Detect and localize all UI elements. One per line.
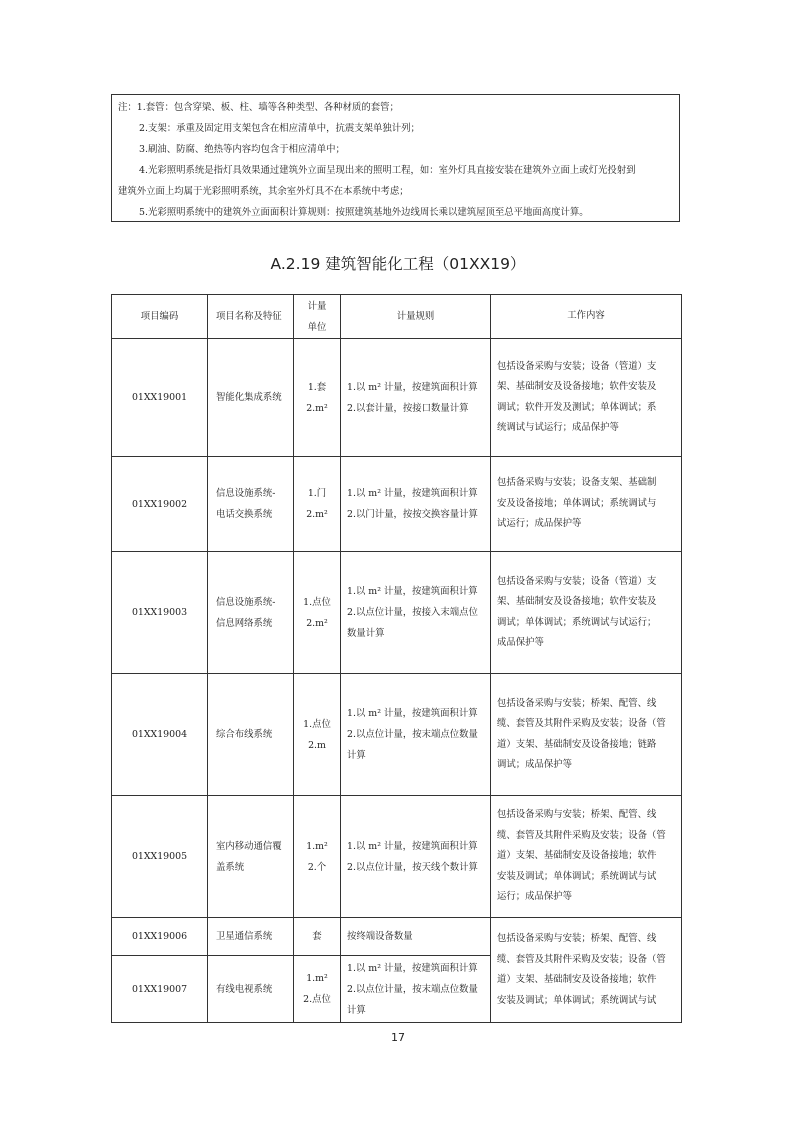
row-rule-line: 数量计算 [347,628,385,639]
row-rule-line: 2.以点位计量，按末端点位数量 [347,729,478,740]
row-work-shared [491,918,682,1023]
row-work-line: 包括设备采购与安装；设备（管道）支 [497,360,657,372]
row-name-line: 综合布线系统 [216,729,273,740]
row-work-line: 运行；成品保护等 [497,891,573,903]
table-row [112,674,682,796]
row-rule-line: 2.以门计量，按按交换容量计算 [347,509,478,520]
row-rule [341,956,491,1023]
row-code: 01XX19004 [112,674,208,796]
row-work-line: 成品保护等 [497,637,544,648]
row-work [491,339,682,457]
row-code: 01XX19002 [112,457,208,552]
row-work-line: 包括备采购与安装；设备支架、基础制 [497,477,657,489]
row-code: 01XX19006 [112,918,208,956]
row-work-line: 道）支架、基础制安及设备接地；软件 [497,974,657,985]
row-work-line: 缆、套管及其附件采购及安装；设备（管 [497,829,666,841]
note-line: 注：1.套管：包含穿梁、板、柱、墙等各种类型、各种材质的套管； [118,102,399,113]
row-unit-line: 2.点位 [303,994,331,1005]
row-unit-line: 套 [312,931,322,942]
row-unit-line: 1.门 [307,488,327,499]
row-work-line: 试运行；成品保护等 [497,518,582,530]
row-work-line: 调试；软件开发及测试；单体调试；系 [497,401,657,413]
row-rule [341,674,491,796]
row-work [491,457,682,552]
note-line: 建筑外立面上均属于光彩照明系统，其余室外灯具不在本系统中考虑； [118,186,409,197]
row-work-line: 包括设备采购与安装；桥架、配管、线 [497,933,657,944]
row-unit-line: 2.m² [306,617,328,629]
row-code: 01XX19007 [112,956,208,1023]
row-rule-line: 计算 [347,750,366,761]
row-work-line: 调试；单体调试；系统调试与试运行； [497,616,657,628]
row-name-line: 室内移动通信覆 [216,840,282,852]
row-rule-line: 1.以 m² 计量，按建筑面积计算 [347,586,478,597]
row-name [208,457,294,552]
row-unit [294,796,341,918]
row-unit [294,674,341,796]
row-work-line: 缆、套管及其附件采购及安装；设备（管 [497,718,666,729]
row-name [208,339,294,457]
row-work-line: 调试；成品保护等 [497,759,573,770]
table-row [112,552,682,674]
header-work: 工作内容 [491,295,682,339]
note-line: 5.光彩照明系统中的建筑外立面面积计算规则：按照建筑基地外边线周长乘以建筑屋顶至总平地面高度计算。 [139,207,589,218]
table-row [112,796,682,918]
row-code: 01XX19001 [112,339,208,457]
row-rule-line: 计算 [347,1004,366,1016]
note-line: 3.刷油、防腐、绝热等内容均包含于相应清单中； [139,144,345,155]
header-unit-line: 单位 [307,321,327,333]
row-rule-line: 1.以 m² 计量，按建筑面积计算 [347,840,478,852]
spec-table [111,294,682,1023]
row-unit [294,956,341,1023]
row-rule [341,339,491,457]
row-name-line: 智能化集成系统 [216,392,282,403]
page-number: 17 [391,1031,405,1044]
row-rule-line: 2.以点位计量，按接入末端点位 [347,607,478,618]
row-rule-line: 1.以 m² 计量，按建筑面积计算 [347,962,478,974]
header-rule: 计量规则 [341,295,491,339]
row-rule [341,552,491,674]
row-name [208,552,294,674]
row-name-line: 信息设施系统- [216,488,276,499]
row-unit-line: 2.m² [306,509,328,520]
row-work-line: 道）支架、基础制安及设备接地；链路 [497,738,657,750]
row-rule-line: 2.以点位计量，按末端点位数量 [347,983,478,995]
row-name [208,674,294,796]
row-work-line: 道）支架、基础制安及设备接地；软件 [497,850,657,862]
row-unit-line: 2.个 [307,861,327,873]
row-rule-line: 1.以 m² 计量，按建筑面积计算 [347,381,478,393]
row-rule [341,457,491,552]
row-code: 01XX19003 [112,552,208,674]
row-unit-line: 1.点位 [303,718,331,730]
row-work-line: 包括设备采购与安装；桥架、配管、线 [497,697,657,709]
row-work-line: 统调试与试运行；成品保护等 [497,422,619,433]
row-name-line: 信息设施系统- [216,596,276,608]
row-work-line: 包括设备采购与安装；桥架、配管、线 [497,809,657,821]
row-rule-line: 2.以套计量，按接口数量计算 [347,402,469,414]
row-rule [341,796,491,918]
row-unit [294,457,341,552]
row-work-line: 安装及调试；单体调试；系统调试与试 [497,994,657,1006]
row-work-line: 安装及调试；单体调试；系统调试与试 [497,870,657,882]
row-work-line: 架、基础制安及设备接地；软件安装及 [497,381,657,392]
header-unit-line: 计量 [307,300,327,312]
row-unit-line: 1.点位 [303,596,331,608]
row-name-line: 卫星通信系统 [216,931,273,942]
row-work-line: 安及设备接地；单体调试；系统调试与 [497,497,657,509]
header-code: 项目编码 [112,295,208,339]
row-rule-line: 1.以 m² 计量，按建筑面积计算 [347,708,478,719]
table-header-row [112,295,682,339]
row-unit-line: 2.m [308,739,326,751]
row-rule [341,918,491,956]
row-name [208,796,294,918]
row-unit-line: 1.套 [307,381,327,393]
row-work-line: 包括设备采购与安装；设备（管道）支 [497,575,657,587]
row-unit [294,339,341,457]
row-unit-line: 1.m² [306,840,328,852]
row-rule-line: 2.以点位计量，按天线个数计算 [347,861,478,873]
row-work [491,796,682,918]
table-row [112,918,682,956]
row-name-line: 电话交换系统 [216,509,273,520]
row-work [491,552,682,674]
row-name [208,918,294,956]
row-code: 01XX19005 [112,796,208,918]
row-unit [294,552,341,674]
row-rule-line: 按终端设备数量 [347,931,413,942]
row-unit-line: 2.m² [306,402,328,414]
row-unit [294,918,341,956]
row-unit-line: 1.m² [306,973,328,984]
header-name: 项目名称及特征 [208,295,294,339]
row-rule-line: 1.以 m² 计量，按建筑面积计算 [347,488,478,499]
table-row [112,457,682,552]
section-title: A.2.19 建筑智能化工程（01XX19） [270,255,526,273]
row-work [491,674,682,796]
note-line: 2.支架：承重及固定用支架包含在相应清单中，抗震支架单独计列； [139,123,420,134]
table-row [112,339,682,457]
row-name [208,956,294,1023]
note-line: 4.光彩照明系统是指灯具效果通过建筑外立面呈现出来的照明工程，如：室外灯具直接安装在建筑外立面上或灯光投射到 [139,165,636,176]
row-name-line: 有线电视系统 [216,983,273,995]
notes-box [111,94,680,222]
row-work-line: 架、基础制安及设备接地；软件安装及 [497,596,657,607]
header-unit [294,295,341,339]
row-name-line: 盖系统 [216,861,245,873]
row-name-line: 信息网络系统 [216,617,273,629]
row-work-line: 缆、套管及其附件采购及安装；设备（管 [497,953,666,965]
